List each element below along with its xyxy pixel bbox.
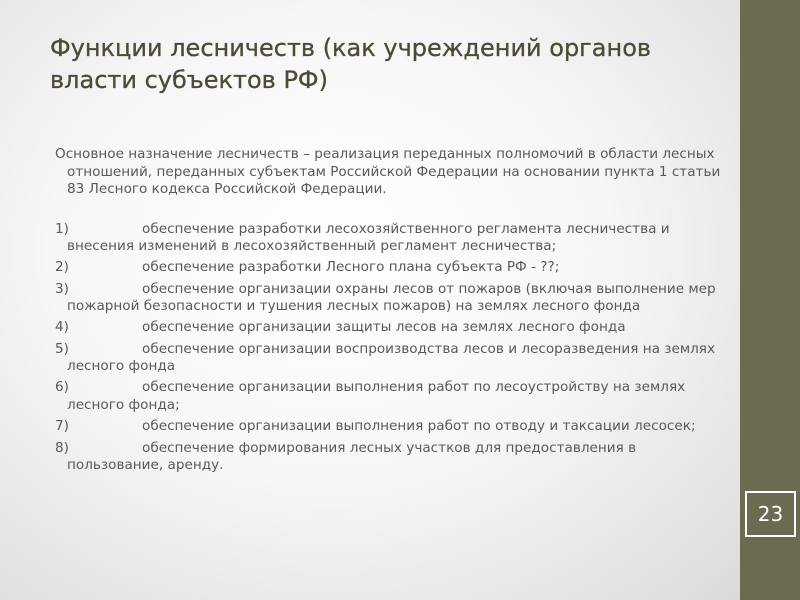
list-item-text: обеспечение организации защиты лесов на землях лесного фонда xyxy=(142,319,626,336)
list-item-number: 7) xyxy=(55,418,69,435)
list-item-text: обеспечение организации охраны лесов от пожаров (включая выполнение мер пожарной безопасности и тушения лесных пожаров) на землях лесного фонда xyxy=(67,280,716,315)
list-item xyxy=(55,341,735,376)
list-item xyxy=(55,259,735,277)
list-item-text: обеспечение организации воспроизводства лесов и лесоразведения на землях лесного фонда xyxy=(67,340,716,375)
page-number-badge: 23 xyxy=(745,491,796,537)
list-item xyxy=(55,440,735,475)
list-item-number: 3) xyxy=(55,280,69,297)
slide-body xyxy=(55,146,735,478)
list-item xyxy=(55,379,735,414)
list-item-number: 6) xyxy=(55,379,69,396)
list-item-number: 8) xyxy=(55,439,69,456)
list-item-number: 5) xyxy=(55,340,69,357)
list-item xyxy=(55,418,735,436)
list-item-number: 4) xyxy=(55,319,69,336)
list-item-text: обеспечение организации выполнения работ по лесоустройству на землях лесного фонда; xyxy=(67,379,686,413)
intro-paragraph: Основное назначение лесничеств – реализация переданных полномочий в области лесных отношений, переданных субъектам Российской Федерации на основании пункта 1 статьи 83 Лесного кодекса Российской Федерации. xyxy=(55,146,721,197)
list-item-text: обеспечение разработки лесохозяйственного регламента лесничества и внесения изменений в лесохозяйственный регламент лесничества; xyxy=(67,220,670,254)
list-item xyxy=(55,319,735,337)
list-item-text: обеспечение формирования лесных участков для предоставления в пользование, аренду. xyxy=(67,439,637,474)
list-item-text: обеспечение организации выполнения работ по отводу и таксации лесосек; xyxy=(142,418,696,435)
list-item-number: 2) xyxy=(55,259,69,276)
list-item-number: 1) xyxy=(55,220,69,237)
list-item-text: обеспечение разработки Лесного плана субъекта РФ - ??; xyxy=(142,259,560,276)
slide-title: Функции лесничеств (как учреждений органов власти субъектов РФ) xyxy=(50,34,652,94)
list-item xyxy=(55,281,735,316)
functions-list xyxy=(55,221,735,475)
list-item xyxy=(55,221,735,256)
